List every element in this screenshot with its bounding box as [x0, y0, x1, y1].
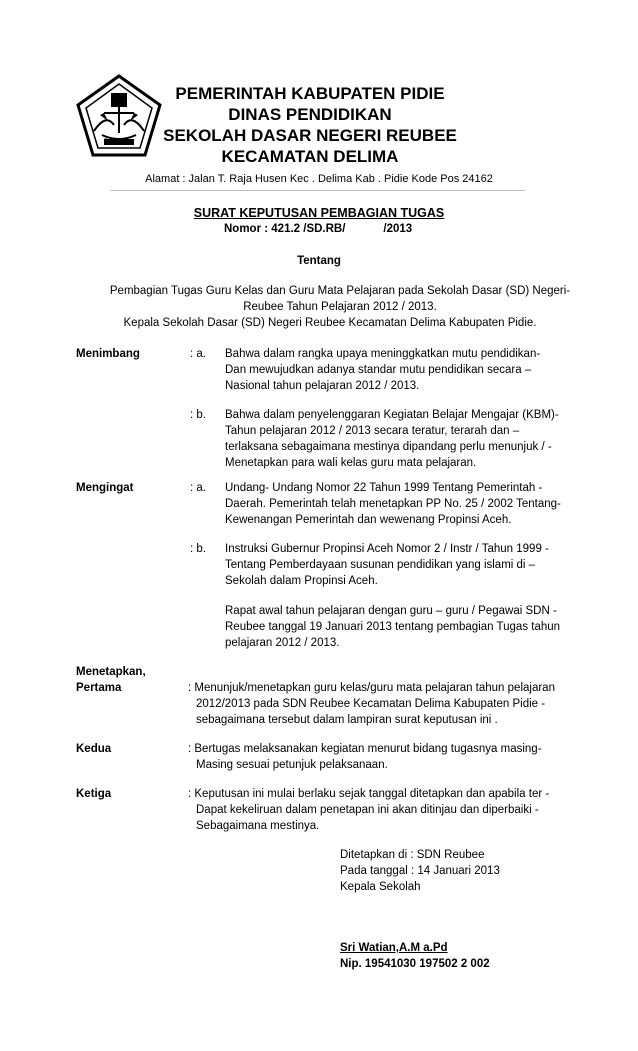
- ketiga-label: Ketiga: [76, 788, 112, 800]
- pertama-line-3: sebagaimana tersebut dalam lampiran surat keputusan ini .: [196, 714, 498, 726]
- mengingat-a-line-2: Daerah. Pemerintah telah menetapkan PP No. 25 / 2002 Tentang-: [225, 498, 561, 510]
- mengingat-b-line-1: Instruksi Gubernur Propinsi Aceh Nomor 2 / Instr / Tahun 1999 -: [225, 543, 549, 555]
- mengingat-a-line-3: Kewenangan Pemerintah dan wewenang Propinsi Aceh.: [225, 514, 512, 526]
- mengingat-c-line-1: Rapat awal tahun pelajaran dengan guru – guru / Pegawai SDN -: [225, 605, 557, 617]
- pidie-emblem-logo: [74, 73, 164, 163]
- intro-line-3: Kepala Sekolah Dasar (SD) Negeri Reubee Kecamatan Delima Kabupaten Pidie.: [123, 317, 537, 329]
- document-number-prefix: Nomor : 421.2 /SD.RB/: [224, 223, 346, 235]
- header-divider: [110, 190, 525, 191]
- kedua-label: Kedua: [76, 743, 112, 755]
- menimbang-a-marker: : a.: [190, 348, 206, 360]
- header-school: SEKOLAH DASAR NEGERI REUBEE: [163, 126, 457, 145]
- ketiga-line-3: Sebagaimana mestinya.: [196, 820, 320, 832]
- signature-place: Ditetapkan di : SDN Reubee: [340, 849, 485, 861]
- mengingat-c-line-3: pelajaran 2012 / 2013.: [225, 637, 340, 649]
- menimbang-b-line-3: terlaksana sebagaimana mestinya dipandang perlu menunjuk / -: [225, 441, 552, 453]
- logo-caption: PIDIE: [104, 139, 125, 145]
- ketiga-line-2: Dapat kekeliruan dalam penetapan ini akan ditinjau dan diperbaiki -: [196, 804, 539, 816]
- mengingat-label: Mengingat: [76, 482, 134, 494]
- pertama-line-2: 2012/2013 pada SDN Reubee Kecamatan Delima Kabupaten Pidie -: [196, 698, 546, 710]
- menetapkan-label: Menetapkan,: [76, 666, 146, 678]
- mengingat-a-marker: : a.: [190, 482, 206, 494]
- mengingat-c-line-2: Reubee tanggal 19 Januari 2013 tentang pembagian Tugas tahun: [225, 621, 561, 633]
- mengingat-b-marker: : b.: [190, 543, 206, 555]
- mengingat-a-line-1: Undang- Undang Nomor 22 Tahun 1999 Tentang Pemerintah -: [225, 482, 543, 494]
- header-government: PEMERINTAH KABUPATEN PIDIE: [175, 84, 445, 103]
- signature-date: Pada tanggal : 14 Januari 2013: [340, 865, 500, 877]
- menimbang-b-line-2: Tahun pelajaran 2012 / 2013 secara teratur, terarah dan –: [225, 425, 520, 437]
- document-subject-heading: Tentang: [297, 255, 341, 267]
- menimbang-a-line-1: Bahwa dalam rangka upaya meninggkatkan mutu pendidikan-: [225, 348, 541, 360]
- intro-line-2: Reubee Tahun Pelajaran 2012 / 2013.: [243, 301, 437, 313]
- header-district: KECAMATAN DELIMA: [221, 147, 399, 166]
- signature-position: Kepala Sekolah: [340, 881, 421, 893]
- menimbang-label: Menimbang: [76, 348, 140, 360]
- pertama-line-1: : Menunjuk/menetapkan guru kelas/guru mata pelajaran tahun pelajaran: [188, 682, 555, 694]
- pertama-label: Pertama: [76, 682, 122, 694]
- kedua-line-2: Masing sesuai petunjuk pelaksanaan.: [196, 759, 388, 771]
- document-title: SURAT KEPUTUSAN PEMBAGIAN TUGAS: [193, 206, 445, 220]
- signatory-nip: Nip. 19541030 197502 2 002: [340, 958, 490, 970]
- document-number: [224, 221, 412, 237]
- menimbang-a-line-3: Nasional tahun pelajaran 2012 / 2013.: [225, 380, 420, 392]
- mengingat-b-line-2: Tentang Pemberdayaan susunan pendidikan yang islami di –: [225, 559, 536, 571]
- header-agency: DINAS PENDIDIKAN: [228, 105, 392, 124]
- signatory-name: Sri Watian,A.M a.Pd: [340, 942, 448, 954]
- menimbang-b-marker: : b.: [190, 409, 206, 421]
- kedua-line-1: : Bertugas melaksanakan kegiatan menurut bidang tugasnya masing-: [188, 743, 542, 755]
- document-number-year: /2013: [383, 223, 413, 235]
- menimbang-b-line-4: Menetapkan para wali kelas guru mata pelajaran.: [225, 457, 477, 469]
- mengingat-b-line-3: Sekolah dalam Propinsi Aceh.: [225, 575, 378, 587]
- intro-line-1: Pembagian Tugas Guru Kelas dan Guru Mata Pelajaran pada Sekolah Dasar (SD) Negeri-: [109, 285, 571, 297]
- header-address: Alamat : Jalan T. Raja Husen Kec . Delima Kab . Pidie Kode Pos 24162: [145, 173, 493, 185]
- menimbang-a-line-2: Dan mewujudkan adanya standar mutu pendidikan secara –: [225, 364, 532, 376]
- menimbang-b-line-1: Bahwa dalam penyelenggaran Kegiatan Belajar Mengajar (KBM)-: [225, 409, 559, 421]
- ketiga-line-1: : Keputusan ini mulai berlaku sejak tanggal ditetapkan dan apabila ter -: [188, 788, 550, 800]
